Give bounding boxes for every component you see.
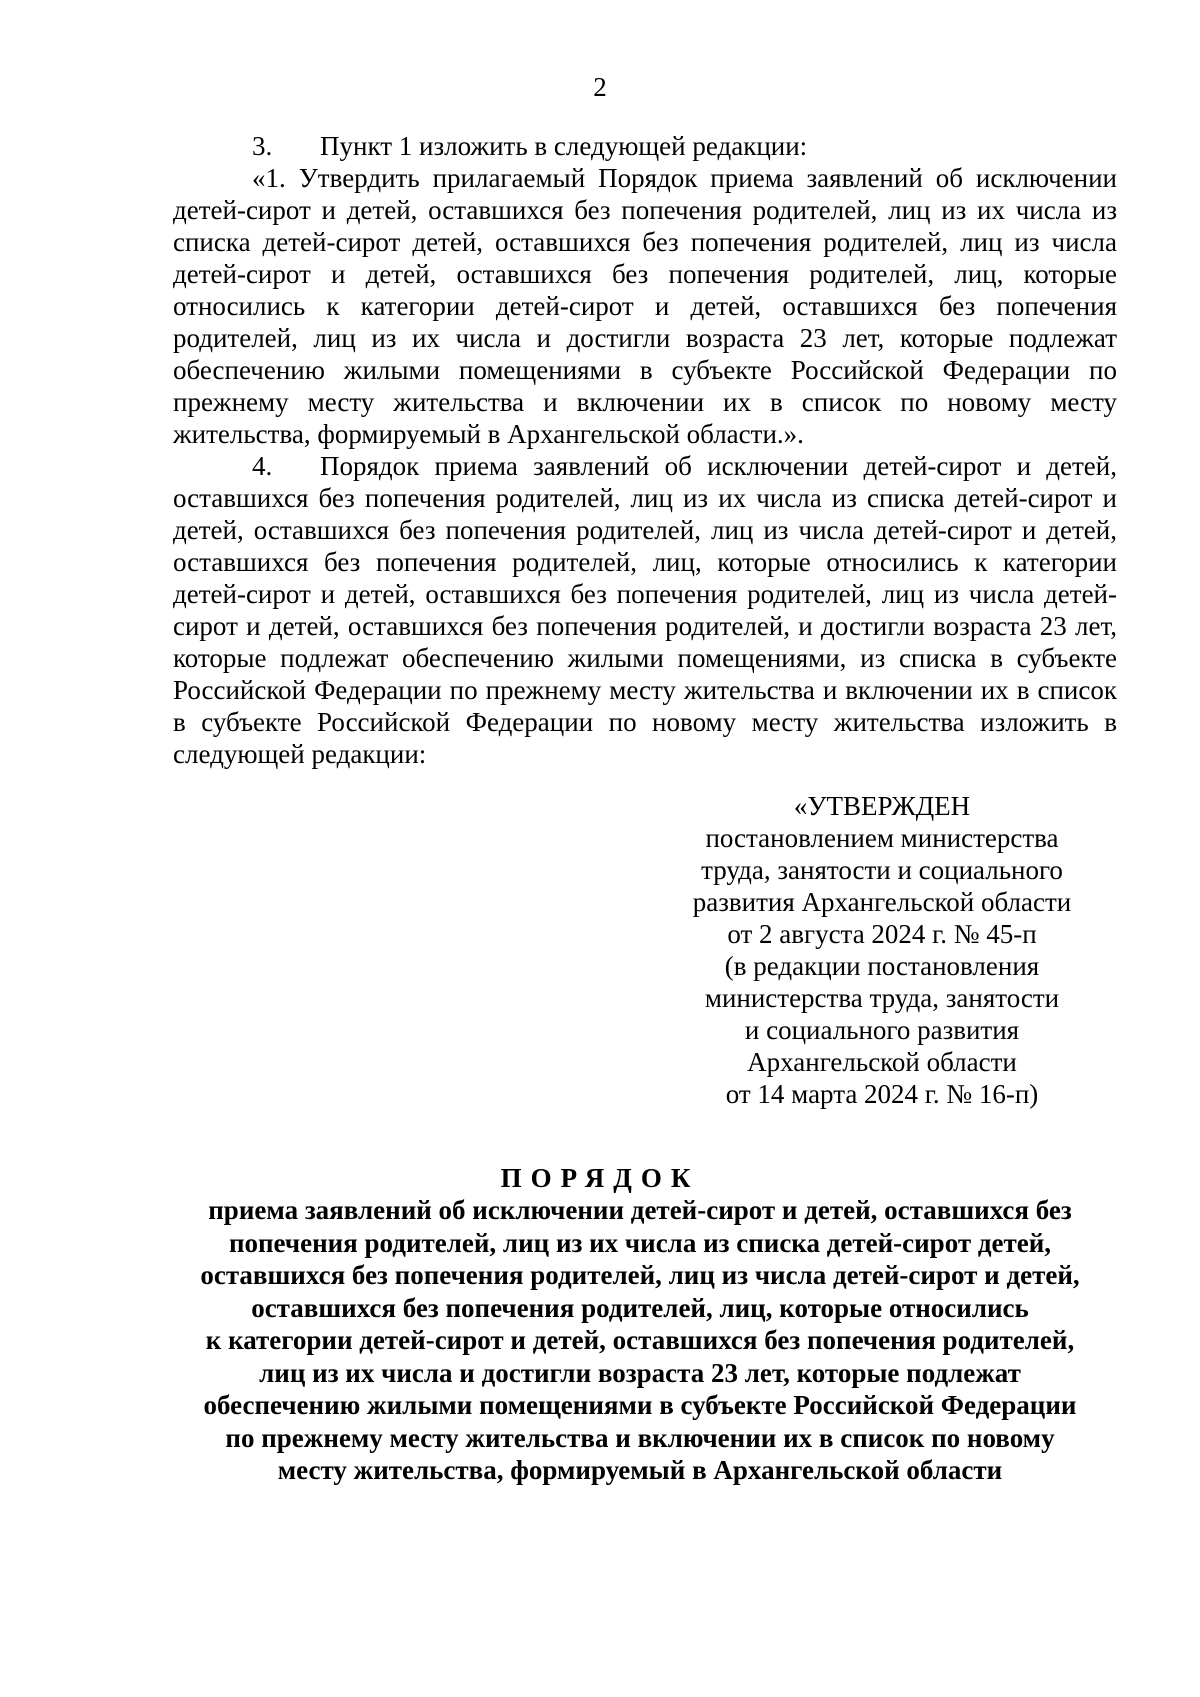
approval-line: «УТВЕРЖДЕН [793,791,971,821]
order-subtitle-line: приема заявлений об исключении детей-сирот и детей, оставшихся без [208,1195,1072,1225]
approval-line: труда, занятости и социального [701,855,1063,885]
paragraph-3-text: Пункт 1 изложить в следующей редакции: [320,131,808,161]
approval-line: (в редакции постановления [724,951,1040,981]
order-subtitle-line: по прежнему месту жительства и включении их в список по новому [225,1422,1055,1453]
approval-line: от 14 марта 2024 г. № 16-п) [725,1079,1039,1109]
document-body [173,130,1117,770]
paragraph-3 [173,130,1117,162]
approval-line: министерства труда, занятости [704,983,1060,1013]
paragraph-4-text: Порядок приема заявлений об исключении детей-сирот и детей, оставшихся без попечения родителей, лиц из их числа из списка детей-сирот и детей, оставшихся без попечения родителей, лиц из числа детей-сирот и детей, оставшихся без попечения родителей, лиц, которые относились к категории детей-сирот и детей, оставшихся без попечения родителей, лиц из числа детей-сирот и детей, оставшихся без попечения родителей, и достигли возраста 23 лет, которые подлежат обеспечению жилыми помещениями, из списка в субъекте Российской Федерации по прежнему месту жительства и включении их в список в субъекте Российской Федерации по новому месту жительства изложить в следующей редакции: [173,451,1117,769]
order-subtitle-line: оставшихся без попечения родителей, лиц, которые относились [251,1292,1029,1323]
approval-line: от 2 августа 2024 г. № 45-п [727,919,1037,949]
approval-line: Архангельской области [747,1047,1017,1077]
order-subtitle-line: оставшихся без попечения родителей, лиц из числа детей-сирот и детей, [200,1260,1080,1290]
approval-line: постановлением министерства [705,823,1059,853]
approval-line: и социального развития [744,1015,1020,1045]
approval-block [652,790,1112,1110]
paragraph-4 [173,450,1117,770]
paragraph-3-quote: «1. Утвердить прилагаемый Порядок приема заявлений об исключении детей-сирот и детей, оставшихся без попечения родителей, лиц из их числа из списка детей-сирот детей, оставшихся без попечения родителей, лиц из числа детей-сирот и детей, оставшихся без попечения родителей, лиц, которые относились к категории детей-сирот и детей, оставшихся без попечения родителей, лиц из их числа и достигли возраста 23 лет, которые подлежат обеспечению жилыми помещениями в субъекте Российской Федерации по прежнему месту жительства и включении их в список по новому месту жительства, формируемый в Архангельской области.». [173,163,1117,449]
order-heading: ПОРЯДОК [500,1163,700,1193]
order-subtitle-line: лиц из их числа и достигли возраста 23 лет, которые подлежат [259,1357,1021,1388]
order-subtitle-line: к категории детей-сирот и детей, оставшихся без попечения родителей, [205,1325,1075,1355]
order-subtitle-line: попечения родителей, лиц из их числа из списка детей-сирот детей, [228,1227,1052,1258]
order-subtitle [160,1194,1120,1487]
paragraph-4-number: 4. [252,451,273,481]
approval-line: развития Архангельской области [692,887,1072,917]
paragraph-3-number: 3. [252,131,273,161]
page-number: 2 [593,72,607,102]
order-subtitle-line: обеспечению жилыми помещениями в субъекте Российской Федерации [203,1390,1077,1420]
order-subtitle-line: месту жительства, формируемый в Архангельской области [277,1455,1003,1485]
